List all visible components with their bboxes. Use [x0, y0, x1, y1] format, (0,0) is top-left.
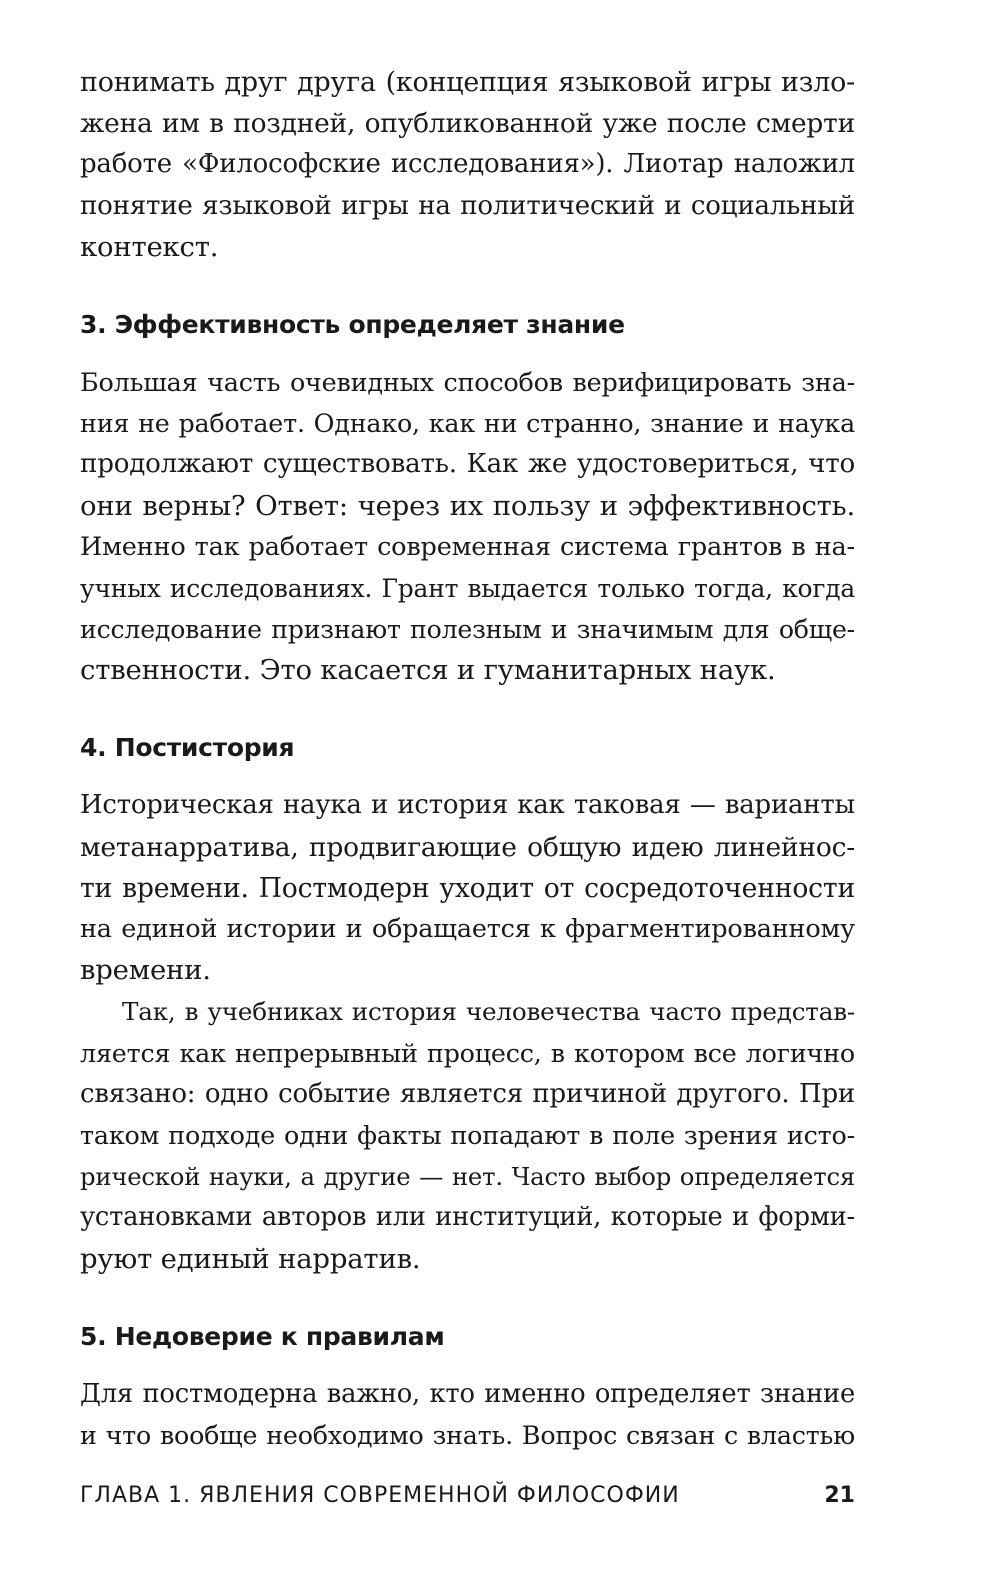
section-heading-3: 3. Эффективность определяет знание — [80, 309, 625, 339]
text-line: ляется как непрерывный процесс, в котором все логично — [80, 1037, 855, 1068]
text-line: ти времени. Постмодерн уходит от сосредоточенности — [80, 872, 855, 904]
page-number: 21 — [824, 1483, 855, 1508]
text-line: учных исследованиях. Грант выдается только тогда, когда — [80, 573, 855, 603]
text-line: Историческая наука и история как таковая — варианты — [80, 790, 855, 821]
page-footer — [80, 1476, 855, 1516]
text-line: контекст. — [80, 230, 219, 263]
text-line: Так, в учебниках история человечества часто представ- — [122, 997, 855, 1027]
text-line: метанарратива, продвигающие общую идею линейнос- — [80, 831, 855, 863]
text-line: времени. — [80, 954, 211, 987]
text-line: руют единый нарратив. — [80, 1242, 421, 1275]
text-line: ственности. Это касается и гуманитарных наук. — [80, 654, 776, 687]
text-line: они верны? Ответ: через их пользу и эффективность. — [80, 489, 855, 522]
text-line: таком подходе одни факты попадают в поле зрения исто- — [80, 1119, 855, 1150]
text-line: продолжают существовать. Как же удостовериться, что — [80, 449, 855, 480]
section-4-paragraph-2 — [80, 991, 855, 1279]
text-line: Для постмодерна важно, кто именно определяет знание — [80, 1378, 855, 1409]
text-line: на единой истории и обращается к фрагментированному — [80, 914, 855, 944]
text-line: связано: одно событие является причиной другого. При — [80, 1078, 855, 1109]
text-line: ния не работает. Однако, как ни странно, знание и наука — [80, 408, 855, 439]
text-line: работе «Философские исследования»). Лиотар наложил — [80, 149, 855, 180]
text-line: и что вообще необходимо знать. Вопрос связан с властью — [80, 1419, 855, 1450]
text-line: понятие языковой игры на политический и социальный — [80, 190, 855, 221]
running-footer-chapter-title: ГЛАВА 1. ЯВЛЕНИЯ СОВРЕМЕННОЙ ФИЛОСОФИИ — [80, 1483, 680, 1508]
book-page — [80, 62, 855, 1456]
section-3-paragraph — [80, 362, 855, 692]
text-line: исследование признают полезным и значимым для обще- — [80, 615, 855, 645]
intro-paragraph — [80, 62, 855, 268]
text-line: рической науки, а другие — нет. Часто выбор определяется — [80, 1162, 855, 1192]
section-5-paragraph — [80, 1374, 855, 1456]
text-line: понимать друг друга (концепция языковой игры изло- — [80, 67, 855, 98]
section-heading-5: 5. Недоверие к правилам — [80, 1321, 445, 1351]
text-line: жена им в поздней, опубликованной уже после смерти — [80, 108, 855, 140]
text-line: Именно так работает современная система грантов в на- — [80, 531, 855, 562]
text-line: установками авторов или институций, которые и форми- — [80, 1202, 855, 1233]
section-heading-4: 4. Постистория — [80, 733, 295, 763]
section-4-paragraph-1 — [80, 785, 855, 991]
text-line: Большая часть очевидных способов верифицировать зна- — [80, 366, 855, 397]
